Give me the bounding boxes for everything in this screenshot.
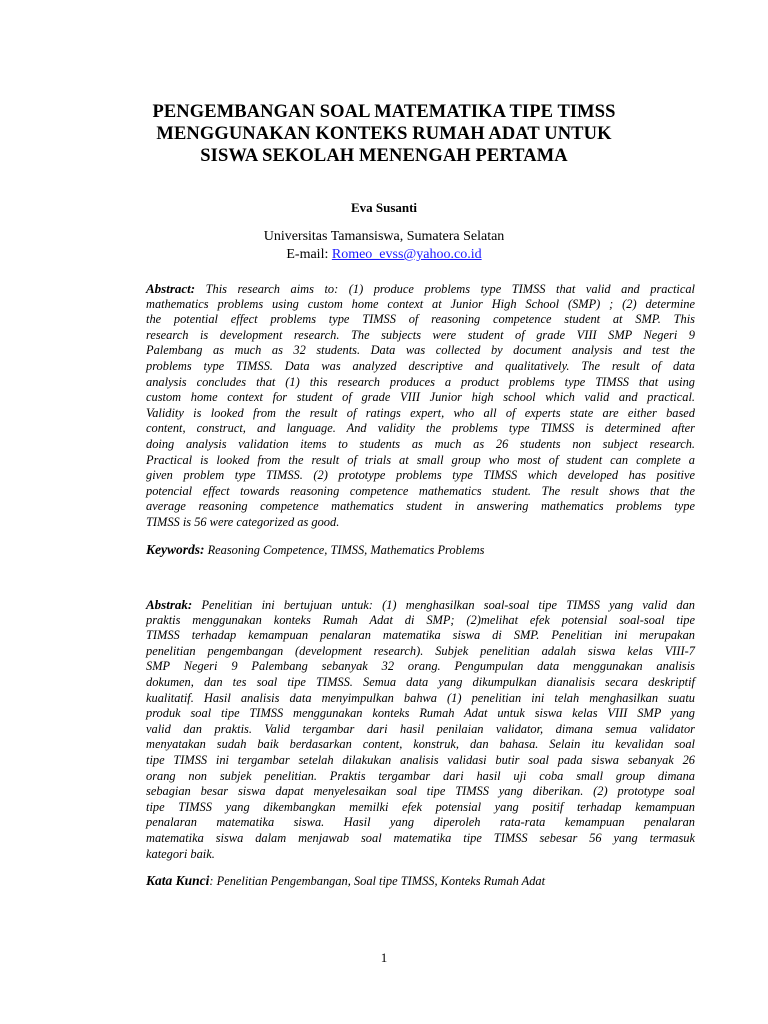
abstract-line: potencial effect towards reasoning competence mathematics student. The result shows that the (146, 483, 695, 498)
abstrak-line: SMP Negeri 9 Palembang sebanyak 32 orang. Pengumpulan data menggunakan analisis (146, 659, 695, 674)
abstrak-line: matematika siswa dalam menjawab soal matematika tipe TIMSS sebesar 56 yang termasuk (146, 830, 695, 845)
abstract-line: analysis concludes that (1) this research produces a product problems type TIMSS that using (146, 374, 695, 389)
email-line (0, 246, 768, 264)
abstrak-line: praktis menggunakan konteks Rumah Adat di SMP; (2)melihat efek potensial soal-soal tipe (146, 612, 695, 627)
abstrak-line: kategori baik. (146, 846, 215, 861)
keywords-text: Reasoning Competence, TIMSS, Mathematics Problems (204, 543, 485, 557)
keywords-indonesian (146, 873, 695, 889)
kata-kunci-text: : Penelitian Pengembangan, Soal tipe TIMSS, Konteks Rumah Adat (209, 874, 546, 888)
abstrak-line: penalaran matematika siswa. Hasil yang diperoleh rata-rata kemampuan penalaran (146, 815, 695, 830)
abstrak-line: penelitian pengembangan (development research). Subjek penelitian adalah siswa kelas VIII-7 (146, 643, 695, 658)
affiliation: Universitas Tamansiswa, Sumatera Selatan (263, 229, 505, 244)
abstract-line: research is development research. The subjects were student of grade VIII SMP Negeri 9 (146, 327, 695, 342)
abstrak-line: produk soal tipe TIMSS menggunakan konteks Rumah Adat untuk siswa kelas VIII SMP yang (146, 706, 695, 721)
abstrak-line: kualitatif. Hasil analisis data menyimpulkan bahwa (1) penelitian ini telah menghasilkan suatu (146, 690, 695, 705)
abstrak-line: dokumen, dan tes soal tipe TIMSS. Semua data yang dikumpulkan dianalisis secara deskriptif (146, 674, 695, 689)
kata-kunci-label: Kata Kunci (146, 873, 210, 888)
abstract-indonesian (146, 597, 695, 862)
title-line: MENGGUNAKAN KONTEKS RUMAH ADAT UNTUK (156, 124, 612, 144)
abstract-line: average reasoning competence mathematics student in answering mathematics problems type (146, 499, 695, 514)
keywords-label: Keywords: (146, 542, 205, 557)
abstract-line: custom home context for student of grade VIII Junior high school which valid and practical. (146, 390, 695, 405)
title-line: SISWA SEKOLAH MENENGAH PERTAMA (200, 146, 568, 166)
abstract-line: given problem type TIMSS. (2) prototype problems type TIMSS which developed has positive (146, 468, 695, 483)
abstract-line: problems type TIMSS. Data was analyzed descriptive and qualitatively. The result of data (146, 358, 695, 373)
paper-title (120, 101, 648, 167)
abstract-line: Practical is looked from the result of trials at small group who most of student can complete a (146, 452, 695, 467)
abstrak-line: tipe TIMSS yang dikembangkan memilki efek potensial yang positif terhadap kemampuan (146, 799, 695, 814)
abstrak-line: sebagian besar siswa dapat menyelesaikan soal tipe TIMSS yang diberikan. (2) prototype soal (146, 784, 695, 799)
abstract-line: content, construct, and language. And validity the problems type TIMSS is determined after (146, 421, 695, 436)
abstrak-line: tipe TIMSS ini tergambar setelah dilakukan analisis validasi butir soal pada siswa sebanyak 26 (146, 752, 695, 767)
abstract-english (146, 281, 695, 531)
abstrak-line: orang non subjek penelitian. Praktis tergambar dari hasil uji coba small group dimana (146, 768, 695, 783)
abstract-line: Abstract: This research aims to: (1) produce problems type TIMSS that valid and practical (146, 281, 695, 296)
abstrak-line: valid dan praktis. Valid tergambar dari hasil penilaian validator, dimana semua validator (146, 721, 695, 736)
abstract-line: Validity is looked from the result of ratings expert, who all of experts state are either based (146, 405, 695, 420)
keywords-english (146, 542, 695, 558)
abstract-line: Palembang as much as 32 students. Data was collected by document analysis and test the (146, 343, 695, 358)
author-name: Eva Susanti (350, 200, 418, 215)
affiliation-block (0, 228, 768, 264)
abstrak-line: Abstrak: Penelitian ini bertujuan untuk: (1) menghasilkan soal-soal tipe TIMSS yang valid dan (146, 597, 695, 612)
abstract-line: the potential effect problems type TIMSS of reasoning competence student at SMP. This (146, 312, 695, 327)
abstract-line: TIMSS is 56 were categorized as good. (146, 514, 340, 529)
abstrak-line: TIMSS terhadap kemampuan penalaran matematika siswa di SMP. Penelitian ini merupakan (146, 628, 695, 643)
email-label: E-mail: (286, 247, 332, 262)
title-line: PENGEMBANGAN SOAL MATEMATIKA TIPE TIMSS (152, 102, 616, 122)
email-link[interactable]: Romeo_evss@yahoo.co.id (331, 247, 482, 262)
abstract-label: Abstract: (146, 281, 196, 296)
abstrak-label: Abstrak: (146, 597, 193, 612)
abstract-line: doing analysis validation items to students as much as 26 students non subject research. (146, 436, 695, 451)
page-number: 1 (380, 950, 388, 965)
abstrak-line: menyatakan sudah baik berdasarkan content, konstruk, dan bahasa. Selain itu kevalidan soal (146, 737, 695, 752)
abstract-line: mathematics problems using custom home context at Junior High School (SMP) ; (2) determine (146, 296, 695, 311)
